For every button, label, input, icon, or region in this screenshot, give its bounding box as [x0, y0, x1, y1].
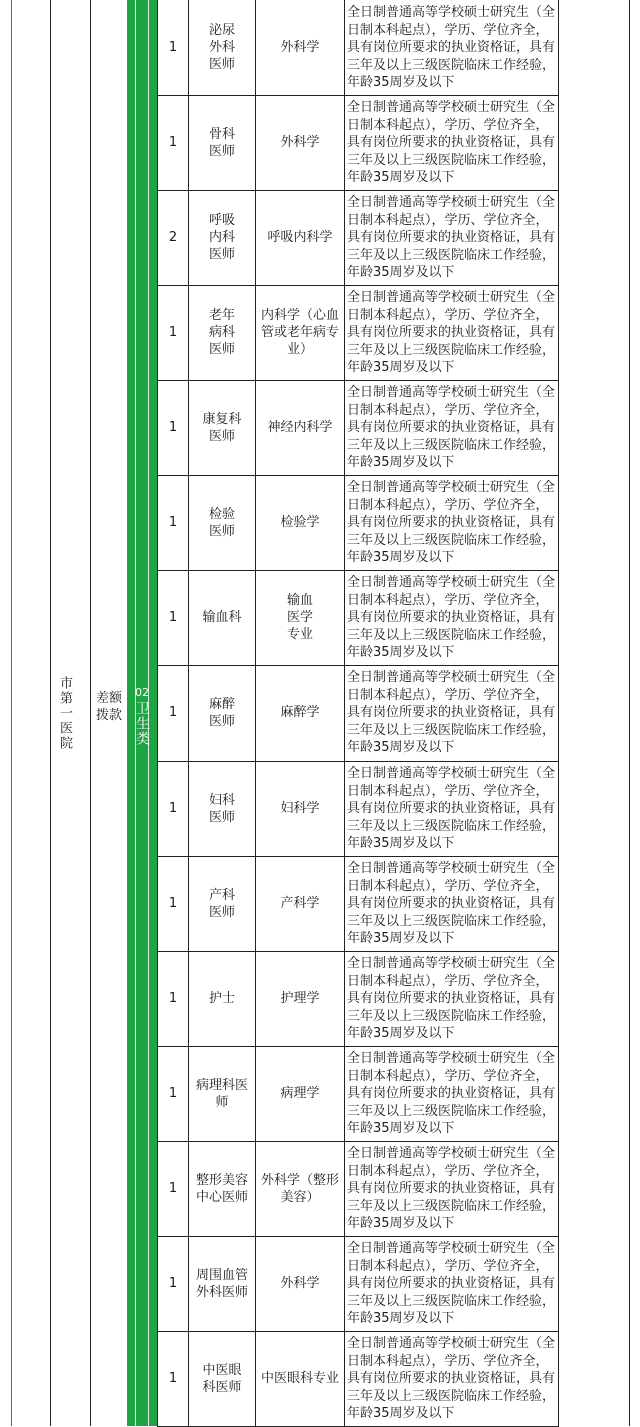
headcount-cell: 1: [168, 801, 178, 816]
requirements-cell: 全日制普通高等学校硕士研究生（全日制本科起点），学历、学位齐全，具有岗位所要求的执业资格证，具有三年及以上三级医院临床工作经验，年龄35周岁及以下: [347, 766, 556, 851]
major-cell: 神经内科学: [267, 420, 333, 435]
headcount-cell: 1: [168, 1181, 178, 1196]
col-divider: [50, 0, 51, 1426]
requirements-cell: 全日制普通高等学校硕士研究生（全日制本科起点），学历、学位齐全，具有岗位所要求的执业资格证，具有三年及以上三级医院临床工作经验，年龄35周岁及以下: [347, 956, 556, 1041]
col-divider: [629, 0, 630, 1426]
col-divider: [11, 0, 12, 1426]
major-cell: 检验学: [280, 515, 320, 530]
major-cell: 护理学: [280, 991, 320, 1006]
major-cell: 呼吸内科学: [267, 230, 333, 245]
major-cell: 中医眼科专业: [260, 1371, 339, 1386]
headcount-cell: 1: [168, 325, 178, 340]
headcount-cell: 1: [168, 991, 178, 1006]
category-name: 卫生类: [134, 701, 150, 746]
headcount-cell: 1: [168, 420, 178, 435]
requirements-cell: 全日制普通高等学校硕士研究生（全日制本科起点），学历、学位齐全，具有岗位所要求的执业资格证，具有三年及以上三级医院临床工作经验，年龄35周岁及以下: [347, 575, 556, 660]
major-cell: 外科学: [280, 40, 320, 55]
headcount-cell: 1: [168, 515, 178, 530]
requirements-cell: 全日制普通高等学校硕士研究生（全日制本科起点），学历、学位齐全，具有岗位所要求的执业资格证，具有三年及以上三级医院临床工作经验，年龄35周岁及以下: [347, 670, 556, 755]
requirements-cell: 全日制普通高等学校硕士研究生（全日制本科起点），学历、学位齐全，具有岗位所要求的执业资格证，具有三年及以上三级医院临床工作经验，年龄35周岁及以下: [347, 480, 556, 565]
position-cell: 产科 医师: [208, 887, 235, 920]
category-label: [127, 686, 157, 746]
requirements-cell: 全日制普通高等学校硕士研究生（全日制本科起点），学历、学位齐全，具有岗位所要求的执业资格证，具有三年及以上三级医院临床工作经验，年龄35周岁及以下: [347, 1146, 556, 1231]
major-cell: 产科学: [280, 896, 320, 911]
requirements-cell: 全日制普通高等学校硕士研究生（全日制本科起点），学历、学位齐全，具有岗位所要求的执业资格证，具有三年及以上三级医院临床工作经验，年龄35周岁及以下: [347, 195, 556, 280]
position-cell: 检验 医师: [208, 506, 235, 539]
requirements-cell: 全日制普通高等学校硕士研究生（全日制本科起点），学历、学位齐全，具有岗位所要求的执业资格证，具有三年及以上三级医院临床工作经验，年龄35周岁及以下: [347, 385, 556, 470]
position-cell: 康复科 医师: [202, 411, 242, 444]
position-cell: 老年 病科 医师: [208, 308, 235, 357]
major-cell: 麻醉学: [280, 705, 320, 720]
position-cell: 泌尿 外科 医师: [208, 23, 235, 72]
headcount-cell: 1: [168, 40, 178, 55]
position-cell: 麻醉 医师: [208, 696, 235, 729]
headcount-cell: 1: [168, 1276, 178, 1291]
headcount-cell: 1: [168, 1086, 178, 1101]
requirements-cell: 全日制普通高等学校硕士研究生（全日制本科起点），学历、学位齐全，具有岗位所要求的执业资格证，具有三年及以上三级医院临床工作经验，年龄35周岁及以下: [347, 1336, 556, 1421]
major-cell: 输血 医学 专业: [286, 593, 313, 642]
requirements-cell: 全日制普通高等学校硕士研究生（全日制本科起点），学历、学位齐全，具有岗位所要求的执业资格证，具有三年及以上三级医院临床工作经验，年龄35周岁及以下: [347, 861, 556, 946]
position-cell: 中医眼 科医师: [202, 1362, 242, 1395]
requirements-cell: 全日制普通高等学校硕士研究生（全日制本科起点），学历、学位齐全，具有岗位所要求的执业资格证，具有三年及以上三级医院临床工作经验，年龄35周岁及以下: [347, 290, 556, 375]
headcount-cell: 1: [168, 135, 178, 150]
position-cell: 病理科医 师: [195, 1077, 248, 1110]
position-cell: 骨科 医师: [208, 126, 235, 159]
requirements-cell: 全日制普通高等学校硕士研究生（全日制本科起点），学历、学位齐全，具有岗位所要求的执业资格证，具有三年及以上三级医院临床工作经验，年龄35周岁及以下: [347, 1241, 556, 1326]
position-cell: 整形美容 中心医师: [195, 1172, 248, 1205]
category-code: 02: [135, 686, 149, 699]
headcount-cell: 2: [168, 230, 178, 245]
requirements-cell: 全日制普通高等学校硕士研究生（全日制本科起点），学历、学位齐全，具有岗位所要求的执业资格证，具有三年及以上三级医院临床工作经验，年龄35周岁及以下: [347, 5, 556, 90]
major-cell: 外科学: [280, 135, 320, 150]
requirements-cell: 全日制普通高等学校硕士研究生（全日制本科起点），学历、学位齐全，具有岗位所要求的执业资格证，具有三年及以上三级医院临床工作经验，年龄35周岁及以下: [347, 1051, 556, 1136]
col-divider: [558, 0, 559, 1426]
col-divider: [344, 0, 345, 1426]
position-cell: 呼吸 内科 医师: [208, 213, 235, 262]
major-cell: 内科学（心血管或老年病专业）: [260, 308, 339, 357]
funding-label: 差额拨款: [95, 691, 122, 723]
headcount-cell: 1: [168, 705, 178, 720]
major-cell: 外科学: [280, 1276, 320, 1291]
headcount-cell: 1: [168, 896, 178, 911]
major-cell: 妇科学: [280, 801, 320, 816]
hospital-name: 市第一医院: [57, 676, 72, 751]
requirements-cell: 全日制普通高等学校硕士研究生（全日制本科起点），学历、学位齐全，具有岗位所要求的执业资格证，具有三年及以上三级医院临床工作经验，年龄35周岁及以下: [347, 100, 556, 185]
funding-type: [91, 690, 127, 724]
major-cell: 外科学（整形美容）: [260, 1172, 339, 1205]
position-cell: 护士: [208, 991, 235, 1006]
headcount-cell: 1: [168, 610, 178, 625]
major-cell: 病理学: [280, 1086, 320, 1101]
position-cell: 周围血管 外科医师: [195, 1267, 248, 1300]
position-cell: 输血科: [202, 610, 242, 625]
headcount-cell: 1: [168, 1371, 178, 1386]
position-cell: 妇科 医师: [208, 792, 235, 825]
